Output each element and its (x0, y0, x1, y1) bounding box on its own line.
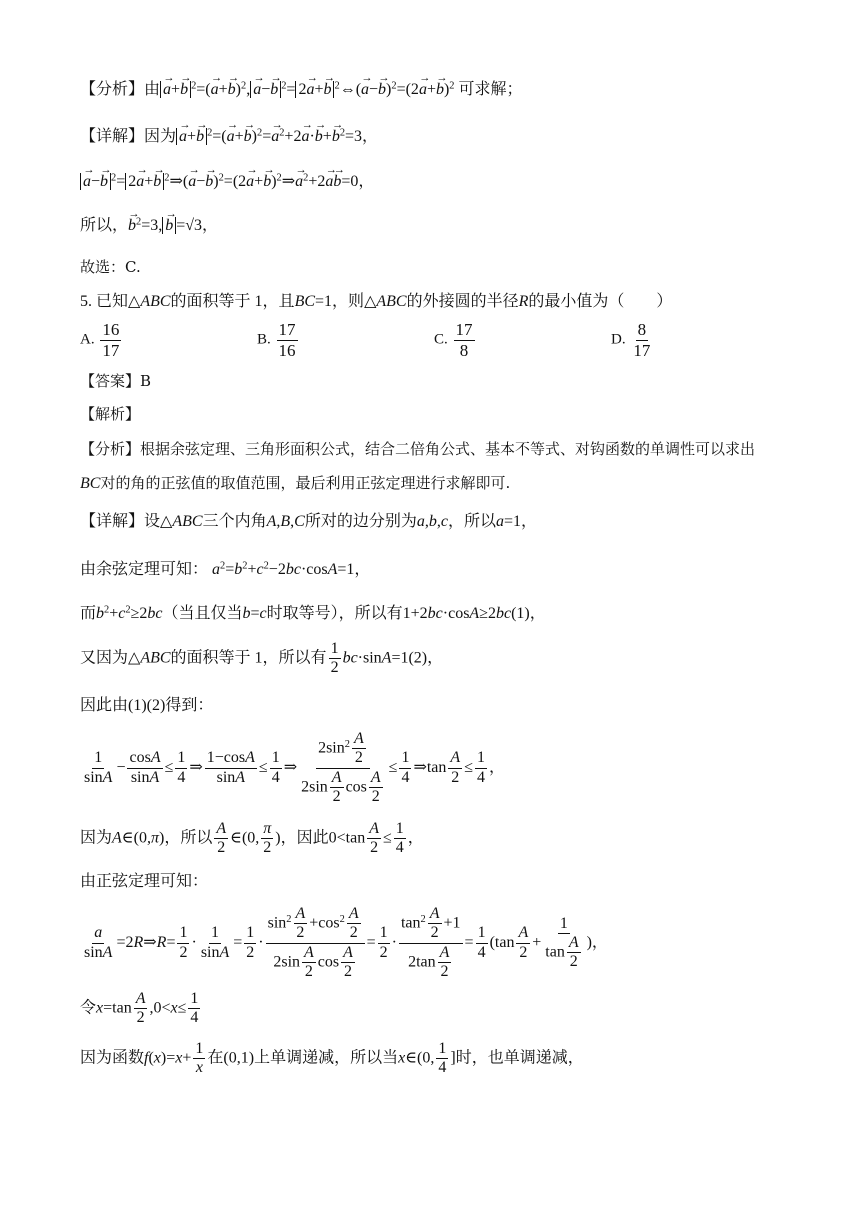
option-a: A. $\frac{16}{17}$ (80, 320, 120, 360)
area-line: 又因为△ABC的面积等于 1，所以有 $\frac{1}{2}$ bc·sinA=1(2)， (80, 640, 444, 677)
cosine-law-line: 由余弦定理可知： $a^2=b^2+c^2-2bc\cdot\cos A=1$， (80, 560, 371, 578)
range-line: 因为A∈(0,π)，所以 $\frac{A}{2}$ ∈(0, $\frac{\pi}{2}$ )，因此0<tan $\frac{A}{2}$ ≤ $\frac{1}{4}$ ， (80, 820, 424, 857)
question-stem: 5. 已知△ABC的面积等于 1，且BC=1，则△ABC的外接圆的半径R的最小值为（ ） (80, 293, 673, 310)
equation-line-prev: → a−→ b $^2$= 2→ a+→ b $^2$⇒(→ $a-\to b)^2=(2\to a+\to b)^2\Rightarrow\to a^2+2\to a\to b=0$， (80, 172, 374, 191)
option-d: D. $\frac{8}{17}$ (611, 320, 651, 360)
analysis-line-prev: 【分析】由→ a+→ b $^2=(\to a+\to b)^2,\to a-\to b$ $^2$= 2→ a+→ b $^2$⇔(→ $a-\to b)^2=(2\to a+\to b)^2$ 可求解； (80, 80, 523, 99)
detail-line-1: 【详解】设△ABC三个内角A,B,C所对的边分别为a,b,c，所以a=1， (80, 513, 537, 530)
analysis-line-1: 【分析】根据余弦定理、三角形面积公式，结合二倍角公式、基本不等式、对钩函数的单调性可以求出 (80, 440, 756, 458)
derivation-line-1: $\frac{1}{\sin A}$ − $\frac{\cos A}{\sin A}$ ≤ $\frac{1}{4}$ ⇒ $\frac{1-\cos A}{\sin A}$ ≤ $\frac{1}{4}$ ⇒ $2\sin^2$ $\frac{A}{2}$ 2sin $\frac{A}{2}$ cos $\frac{A}{2}$ ≤ $\frac{1}{4}$ ⇒tan $\frac{A}{2}$ ≤ $\frac{1}{4}$ ， (84, 730, 505, 806)
derivation-line-2: $\frac{a}{\sin A}$ =2R⇒R= $\frac{1}{2}$ · $\frac{1}{\sin A}$ = $\frac{1}{2}$ · $\sin^2$ $\frac{A}{2}$ $+\cos^2$ $\frac{A}{2}$ 2sin $\frac{A}{2}$ cos $\frac{A}{2}$ = $\frac{1}{2}$ · $\tan^2$ $\frac{A}{2}$ +1 2tan $\frac{A}{2}$ = $\frac{1}{4}$ (tan $\frac{A}{2}$ + 1 tan $\frac{A}{2}$ )， (84, 905, 608, 981)
so-line-prev: 所以，→ $b^2=3,\to b =√3$， (80, 216, 218, 235)
inequality-line: 而$b^2+c^2\ge 2bc$（当且仅当b=c时取等号），所以有1+2bc·cosA≥2bc(1)， (80, 604, 546, 622)
choice-line-prev: 故选：C. (80, 258, 141, 276)
label-answer: 【答案】 (80, 372, 141, 390)
answer-line (80, 372, 151, 390)
function-line: 因为函数f(x)=x+ $\frac{1}{x}$ 在(0,1)上单调递减，所以当x∈(0, $\frac{1}{4}$ ]时，也单调递减， (80, 1040, 584, 1077)
option-c: C. $\frac{17}{8}$ (434, 320, 473, 360)
sine-law-line: 由正弦定理可知： (80, 873, 209, 890)
detail-line-prev: 【详解】因为→ a+→ b $^2=(\to a+\to b)^2=\to a^2+2\to a\cdot\to b+\to b^2=3$， (80, 127, 378, 146)
let-line: 令x=tan $\frac{A}{2}$ ,0<x≤ $\frac{1}{4}$ (80, 990, 199, 1027)
analysis-line-2: BC对的角的正弦值的取值范围，最后利用正弦定理进行求解即可. (80, 474, 511, 492)
label-analysis: 【分析】 (80, 81, 145, 98)
label-detail: 【详解】 (80, 128, 145, 145)
answer-value: B (140, 372, 152, 390)
label-solution: 【解析】 (80, 405, 141, 423)
therefore-line: 因此由(1)(2)得到： (80, 697, 214, 714)
analysis-tail: 可求解； (458, 81, 523, 98)
question-number: 5. (80, 293, 92, 310)
option-b: B. $\frac{17}{16}$ (257, 320, 296, 360)
